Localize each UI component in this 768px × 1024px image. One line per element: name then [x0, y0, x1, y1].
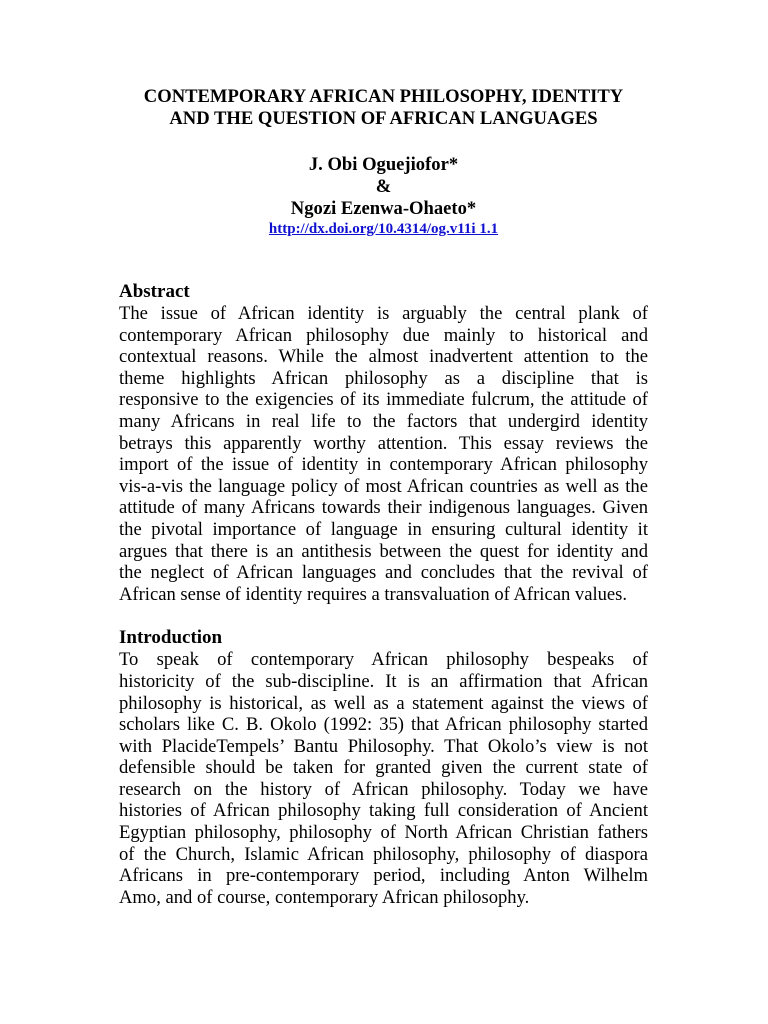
abstract-line: theme highlights African philosophy as a discipline that is: [119, 367, 648, 389]
abstract-line: vis-a-vis the language policy of most African countries as well as the: [119, 475, 648, 497]
introduction-heading: Introduction: [119, 627, 223, 649]
paper-page: [119, 86, 648, 908]
title-line-2: AND THE QUESTION OF AFRICAN LANGUAGES: [169, 108, 598, 129]
author-name: J. Obi Oguejiofor*: [308, 154, 459, 175]
abstract-line: many Africans in real life to the factors that undergird identity: [119, 410, 648, 432]
abstract-line: the neglect of African languages and concludes that the revival of: [119, 562, 648, 584]
introduction-line: historicity of the sub-discipline. It is an affirmation that African: [119, 670, 648, 692]
introduction-line: philosophy is historical, as well as a statement against the views of: [119, 692, 648, 714]
introduction-line: research on the history of African philosophy. Today we have: [119, 778, 648, 800]
introduction-body: [119, 649, 648, 908]
introduction-line: with PlacideTempels’ Bantu Philosophy. That Okolo’s view is not: [119, 735, 648, 757]
introduction-line: of the Church, Islamic African philosophy, philosophy of diaspora: [119, 843, 648, 865]
introduction-line: Egyptian philosophy, philosophy of North African Christian fathers: [119, 822, 648, 844]
author-block: [119, 154, 648, 220]
introduction-line: defensible should be taken for granted given the current state of: [119, 757, 648, 779]
abstract-line: betrays this apparently worthy attention. This essay reviews the: [119, 432, 648, 454]
abstract-body: [119, 303, 648, 605]
abstract-line: import of the issue of identity in contemporary African philosophy: [119, 454, 648, 476]
abstract-line: argues that there is an antithesis between the quest for identity and: [119, 540, 648, 562]
abstract-line: responsive to the exigencies of its immediate fulcrum, the attitude of: [119, 389, 648, 411]
introduction-line: To speak of contemporary African philosophy bespeaks of: [119, 649, 648, 671]
abstract-line: attitude of many Africans towards their indigenous languages. Given: [119, 497, 648, 519]
abstract-line: African sense of identity requires a transvaluation of African values.: [119, 583, 628, 605]
abstract-line: contemporary African philosophy due mainly to historical and: [119, 324, 648, 346]
abstract-line: The issue of African identity is arguably the central plank of: [119, 303, 648, 324]
abstract-heading: Abstract: [119, 281, 190, 302]
author-separator: &: [375, 176, 392, 197]
introduction-line: histories of African philosophy taking full consideration of Ancient: [119, 800, 648, 822]
abstract-line: contextual reasons. While the almost inadvertent attention to the: [119, 346, 648, 368]
abstract-line: the pivotal importance of language in ensuring cultural identity it: [119, 518, 648, 540]
introduction-line: scholars like C. B. Okolo (1992: 35) that African philosophy started: [119, 714, 648, 736]
author-name: Ngozi Ezenwa-Ohaeto*: [290, 198, 477, 219]
doi-line: [119, 220, 648, 238]
title-line-1: CONTEMPORARY AFRICAN PHILOSOPHY, IDENTITY: [143, 86, 624, 107]
introduction-line: Amo, and of course, contemporary African philosophy.: [119, 886, 530, 908]
paper-title: [119, 86, 648, 130]
introduction-line: Africans in pre-contemporary period, including Anton Wilhelm: [119, 865, 648, 887]
doi-link[interactable]: http://dx.doi.org/10.4314/og.v11i 1.1: [268, 221, 499, 237]
